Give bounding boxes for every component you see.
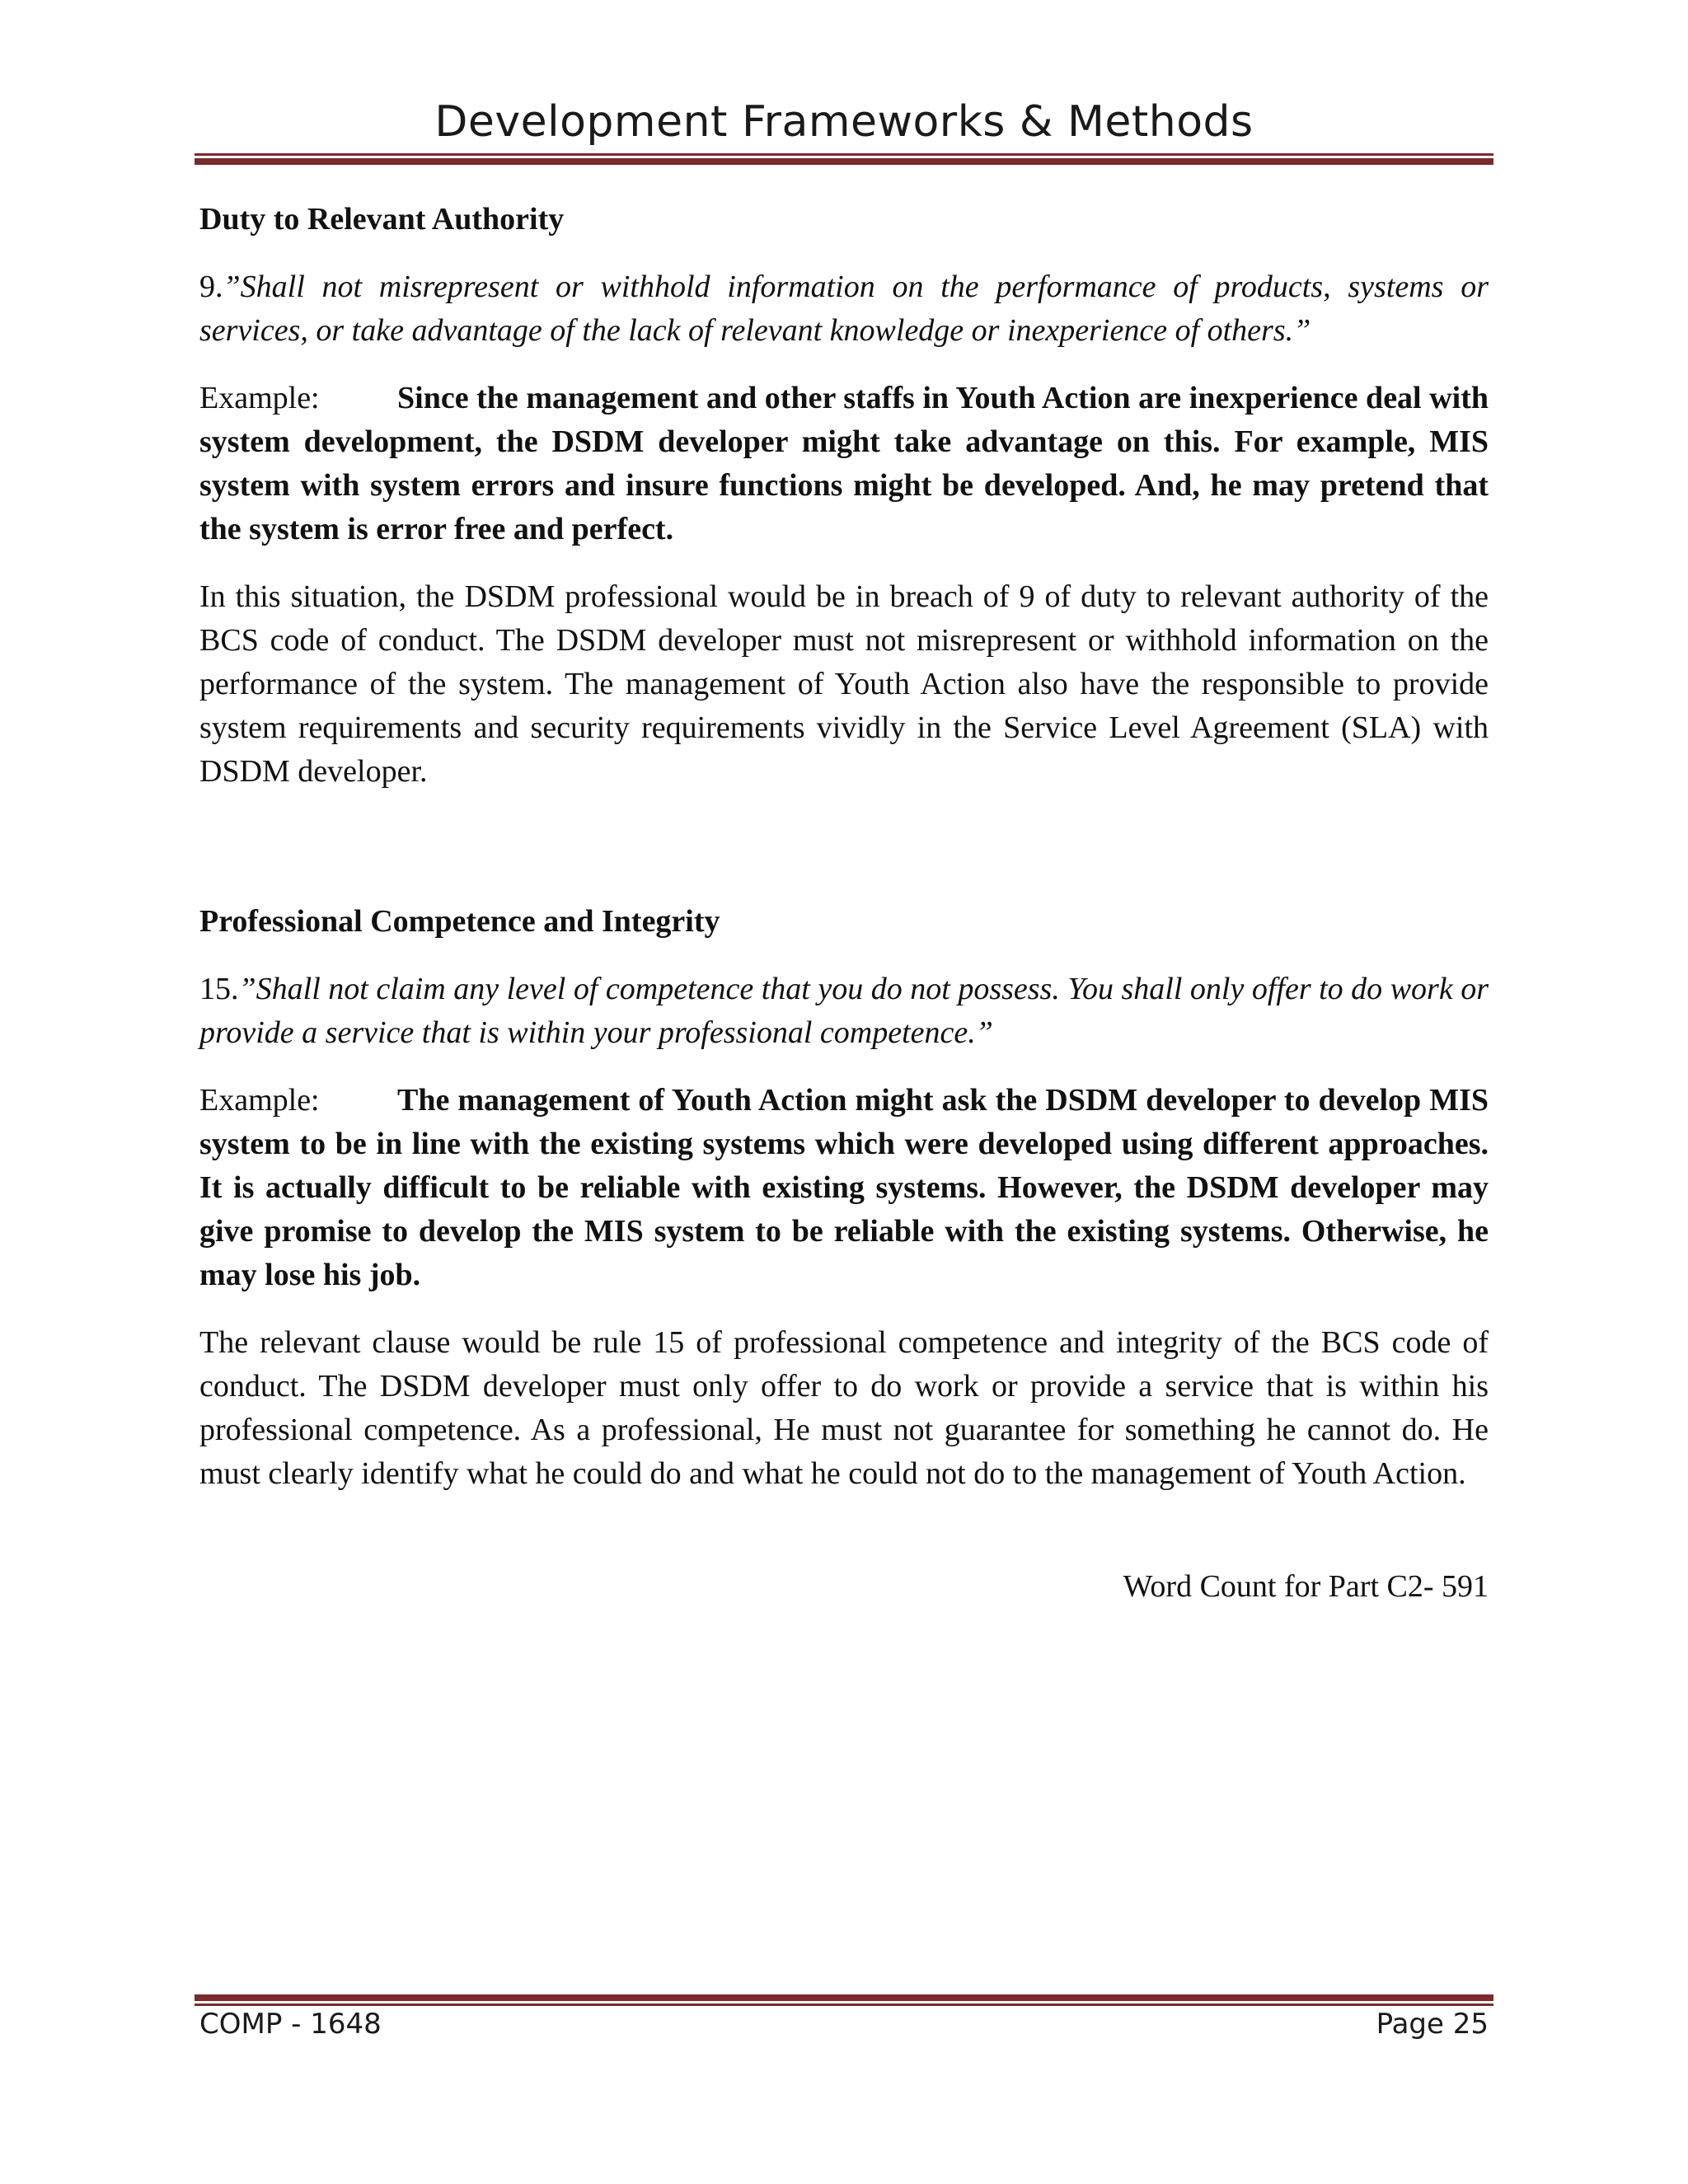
analysis-paragraph-2: The relevant clause would be rule 15 of professional competence and integrity of the BCS code of conduct. The DSDM developer must only offer to do work or provide a service that is within his professional competence. As a professional, He must not guarantee for something he cannot do. He must clearly identify what he could do and what he could not do to the management of Youth Action.: [199, 1325, 1489, 1491]
example-block-1: [199, 377, 1489, 551]
page-header-title: Development Frameworks & Methods: [434, 97, 1254, 147]
rule-number: 9.: [199, 269, 223, 304]
footer-course-code: COMP - 1648: [199, 2008, 382, 2041]
code-quote-9: [199, 265, 1489, 353]
example-label: Example:: [199, 1083, 320, 1118]
page-content: [199, 198, 1489, 1609]
word-count: Word Count for Part C2- 591: [1123, 1569, 1489, 1604]
code-quote-15: [199, 968, 1489, 1055]
rule-number: 15.: [199, 972, 239, 1006]
header-rule: [195, 153, 1493, 165]
example-text: Since the management and other staffs in Youth Action are inexperience deal with system development, the DSDM developer might take advantage on this. For example, MIS system with system errors and insure functions might be developed. And, he may pretend that the system is error free and perfect.: [199, 381, 1489, 546]
quote-text: ”Shall not claim any level of competence that you do not possess. You shall only offer to do work or provide a service that is within your professional competence.”: [199, 972, 1489, 1050]
example-block-2: [199, 1079, 1489, 1297]
footer-page-number: Page 25: [1376, 2008, 1489, 2041]
example-text: The management of Youth Action might ask the DSDM developer to develop MIS system to be in line with the existing systems which were developed using different approaches. It is actually difficult to be reliable with existing systems. However, the DSDM developer may give promise to develop the MIS system to be reliable with the existing systems. Otherwise, he may lose his job.: [199, 1083, 1489, 1292]
section-heading-duty: Duty to Relevant Authority: [199, 202, 565, 237]
quote-text: ”Shall not misrepresent or withhold information on the performance of products, systems or services, or take advantage of the lack of relevant knowledge or inexperience of others.”: [199, 269, 1489, 348]
example-label: Example:: [199, 381, 320, 415]
analysis-paragraph-1: In this situation, the DSDM professional would be in breach of 9 of duty to relevant authority of the BCS code of conduct. The DSDM developer must not misrepresent or withhold information on the performance of the system. The management of Youth Action also have the responsible to provide system requirements and security requirements vividly in the Service Level Agreement (SLA) with DSDM developer.: [199, 579, 1489, 789]
section-heading-competence: Professional Competence and Integrity: [199, 904, 720, 939]
footer-rule: [195, 1994, 1493, 2006]
